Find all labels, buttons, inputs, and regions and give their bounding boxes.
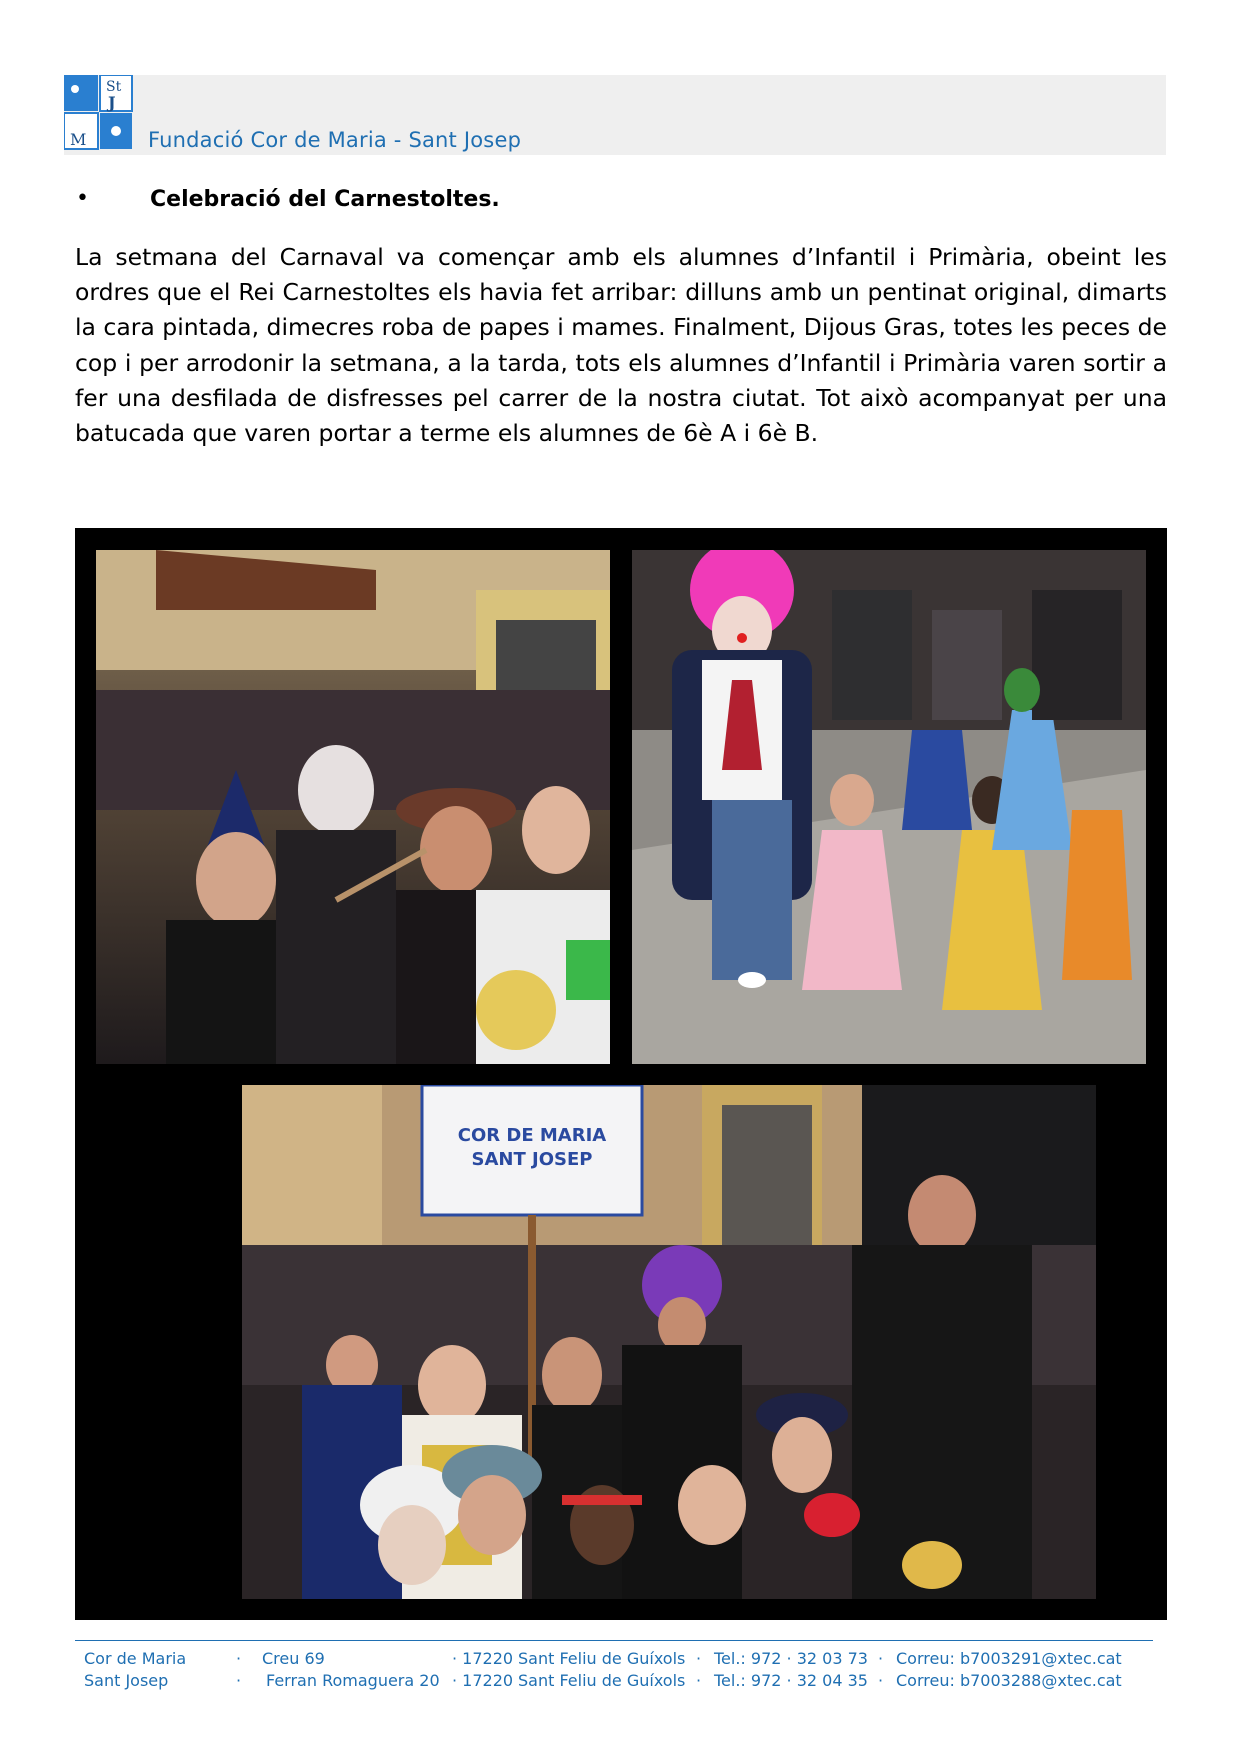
footer-street: Creu 69 (262, 1649, 325, 1668)
footer-school-name: Cor de Maria (84, 1649, 187, 1668)
footer-postal-code: · 17220 (452, 1671, 514, 1690)
footer-city: Sant Feliu de Guíxols (518, 1649, 686, 1668)
footer-telephone: Tel.: 972 · 32 03 73 (714, 1649, 868, 1668)
logo-letter-m: M (70, 130, 87, 149)
footer-rule (75, 1640, 1153, 1641)
photo-clown-princesses (632, 550, 1146, 1064)
footer-separator: · (236, 1671, 242, 1690)
body-paragraph: La setmana del Carnaval va començar amb els alumnes d’Infantil i Primària, obeint les ordres que el Rei Carnestoltes els havia fet arribar: dilluns amb un pentinat original, dimarts la cara pintada, dimecres roba de papes i mames. Finalment, Dijous Gras, totes les peces de cop i per arrodonir la setmana, a la tarda, tots els alumnes d’Infantil i Primària varen sortir a fer una desfilada de disfresses pel carrer de la nostra ciutat. Tot això acompanyat per una batucada que varen portar a terme els alumnes de 6è A i 6è B. (75, 243, 1167, 448)
photo-parade-sign (242, 1085, 1096, 1599)
footer-postal-code: · 17220 (452, 1649, 514, 1668)
footer-separator: · (878, 1671, 884, 1690)
footer-separator: · (696, 1671, 702, 1690)
organization-name: Fundació Cor de Maria - Sant Josep (148, 128, 522, 152)
footer-email[interactable]: Correu: b7003288@xtec.cat (896, 1671, 1122, 1690)
section-bullet: • (76, 186, 89, 211)
footer-separator: · (236, 1649, 242, 1668)
school-logo (64, 75, 134, 151)
sign-text-line2: SANT JOSEP (471, 1149, 593, 1170)
photo-drummers (96, 550, 610, 1064)
footer-street: Ferran Romaguera 20 (266, 1671, 440, 1690)
footer-email[interactable]: Correu: b7003291@xtec.cat (896, 1649, 1122, 1668)
footer-separator: · (696, 1649, 702, 1668)
logo-letter-j: J (108, 93, 116, 112)
logo-letter-st: St (106, 79, 122, 95)
footer-school-name: Sant Josep (84, 1671, 169, 1690)
footer-separator: · (878, 1649, 884, 1668)
sign-text-line1: COR DE MARIA (457, 1125, 607, 1146)
section-title: Celebració del Carnestoltes. (150, 187, 500, 212)
footer-telephone: Tel.: 972 · 32 04 35 (714, 1671, 868, 1690)
footer-city: Sant Feliu de Guíxols (518, 1671, 686, 1690)
